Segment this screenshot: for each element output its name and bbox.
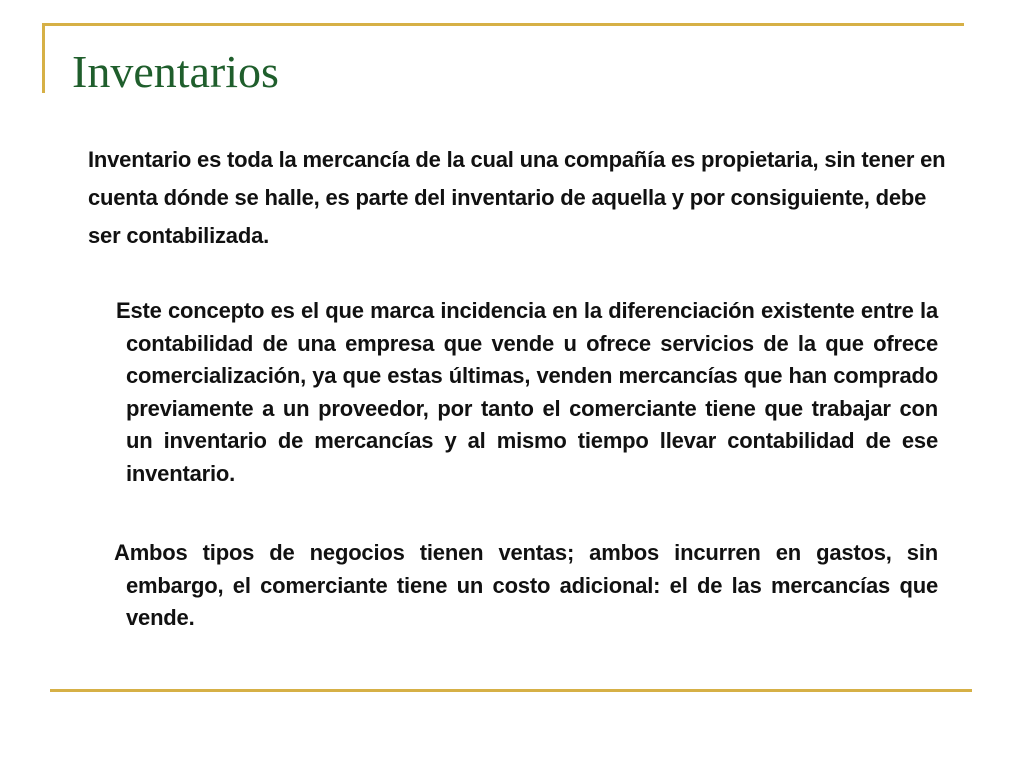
left-frame-line: [42, 23, 45, 93]
bottom-frame-line: [50, 689, 972, 692]
paragraph-concept: Este concepto es el que marca incidencia en la diferenciación existente entre la contabilidad de una empresa que vende u ofrece servicios de la que ofrece comercialización, ya que estas últimas, venden mercancías que han comprado previamente a un proveedor, por tanto el comerciante tiene que trabajar con un inventario de mercancías y al mismo tiempo llevar contabilidad de ese inventario.: [116, 298, 938, 486]
paragraph-business-types: Ambos tipos de negocios tienen ventas; ambos incurren en gastos, sin embargo, el comerciante tiene un costo adicional: el de las mercancías que vende.: [114, 540, 938, 630]
slide-title: Inventarios: [72, 46, 279, 97]
paragraph-definition: Inventario es toda la mercancía de la cual una compañía es propietaria, sin tener en cuenta dónde se halle, es parte del inventario de aquella y por consiguiente, debe ser contabilizada.: [88, 147, 946, 248]
top-frame-line: [42, 23, 964, 26]
